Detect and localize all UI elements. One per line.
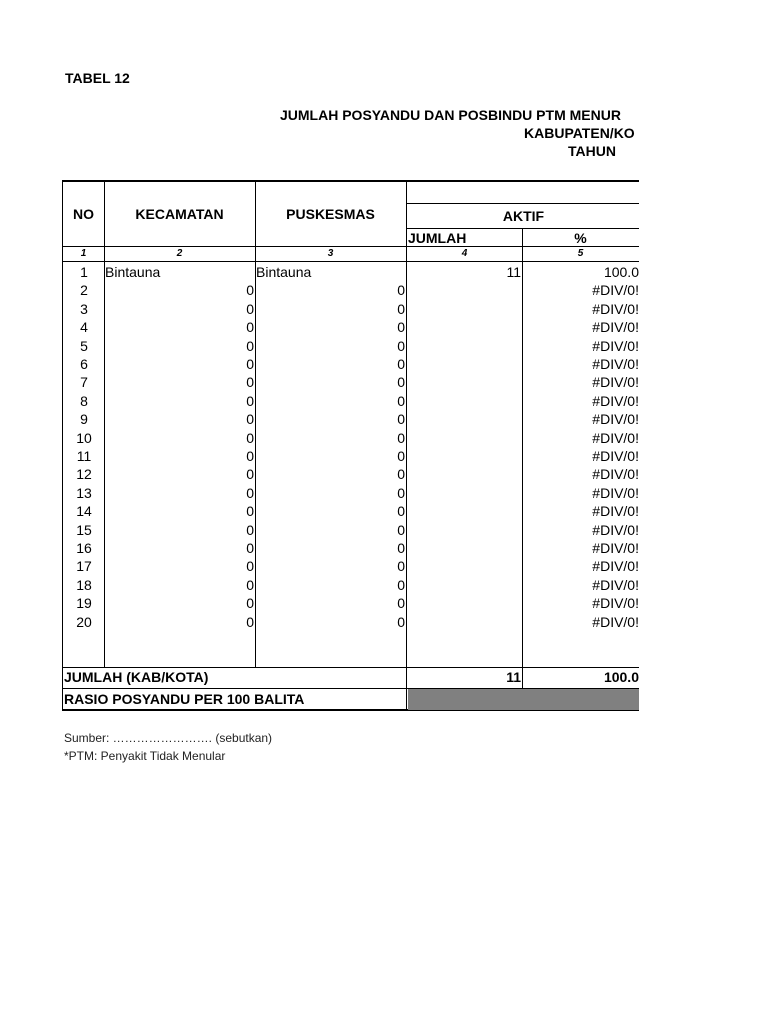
row-no: 4: [80, 319, 88, 335]
row-no: 3: [80, 301, 88, 317]
row-jumlah: [408, 318, 521, 336]
row-kecamatan: 0: [246, 485, 254, 501]
row-persen: #DIV/0!: [592, 374, 639, 390]
divider-jumlah: [522, 228, 523, 689]
row-jumlah: [408, 613, 521, 631]
row-puskesmas: 0: [397, 356, 405, 372]
row-persen: #DIV/0!: [592, 522, 639, 538]
colnum-4: 4: [461, 248, 468, 259]
row-persen: #DIV/0!: [592, 411, 639, 427]
row-jumlah: [408, 429, 521, 447]
colnum-2: 2: [176, 248, 183, 259]
row-persen: #DIV/0!: [592, 282, 639, 298]
row-puskesmas: 0: [397, 301, 405, 317]
row-puskesmas: 0: [397, 540, 405, 556]
row-no: 8: [80, 393, 88, 409]
header-kecamatan: KECAMATAN: [135, 206, 224, 222]
row-no: 14: [76, 503, 92, 519]
row-no: 17: [76, 558, 92, 574]
row-kecamatan: 0: [246, 393, 254, 409]
row-kecamatan: 0: [246, 282, 254, 298]
row-no: 15: [76, 522, 92, 538]
row-kecamatan: 0: [246, 411, 254, 427]
row-puskesmas: 0: [397, 485, 405, 501]
colnum-bottom-border: [62, 261, 639, 262]
row-persen: #DIV/0!: [592, 485, 639, 501]
body-bottom-border: [62, 667, 639, 668]
row-persen: #DIV/0!: [592, 540, 639, 556]
row-persen: #DIV/0!: [592, 301, 639, 317]
total-label: JUMLAH (KAB/KOTA): [64, 669, 209, 685]
row-no: 10: [76, 430, 92, 446]
row-no: 19: [76, 595, 92, 611]
row-puskesmas: 0: [397, 448, 405, 464]
row-puskesmas: 0: [397, 338, 405, 354]
row-kecamatan: 0: [246, 595, 254, 611]
row-kecamatan: 0: [246, 503, 254, 519]
row-persen: #DIV/0!: [592, 338, 639, 354]
row-persen: #DIV/0!: [592, 558, 639, 574]
row-jumlah: [408, 392, 521, 410]
row-no: 20: [76, 614, 92, 630]
header-bottom-border: [62, 246, 639, 247]
row-persen: #DIV/0!: [592, 503, 639, 519]
row-puskesmas: Bintauna: [256, 264, 312, 280]
row-puskesmas: 0: [397, 577, 405, 593]
ratio-label: RASIO POSYANDU PER 100 BALITA: [64, 691, 305, 707]
row-kecamatan: 0: [246, 614, 254, 630]
row-jumlah: [408, 521, 521, 539]
row-puskesmas: 0: [397, 614, 405, 630]
row-no: 18: [76, 577, 92, 593]
row-kecamatan: 0: [246, 374, 254, 390]
row-no: 16: [76, 540, 92, 556]
row-puskesmas: 0: [397, 282, 405, 298]
header-no: NO: [73, 206, 94, 222]
row-no: 1: [80, 264, 88, 280]
row-puskesmas: 0: [397, 374, 405, 390]
row-jumlah: [408, 337, 521, 355]
row-jumlah: [408, 355, 521, 373]
row-puskesmas: 0: [397, 522, 405, 538]
row-no: 2: [80, 282, 88, 298]
row-kecamatan: Bintauna: [105, 264, 161, 280]
row-puskesmas: 0: [397, 558, 405, 574]
row-no: 11: [76, 448, 92, 464]
row-jumlah: 11: [506, 264, 521, 280]
colnum-1: 1: [80, 248, 87, 259]
row-jumlah: [408, 502, 521, 520]
divider-puskesmas: [406, 180, 407, 710]
row-puskesmas: 0: [397, 411, 405, 427]
row-jumlah: [408, 281, 521, 299]
row-kecamatan: 0: [246, 540, 254, 556]
ratio-value-cell: [408, 689, 639, 710]
source-note: Sumber: ……………………. (sebutkan): [64, 731, 273, 745]
row-puskesmas: 0: [397, 393, 405, 409]
row-jumlah: [408, 484, 521, 502]
row-kecamatan: 0: [246, 577, 254, 593]
table-top-border: [62, 180, 639, 182]
row-no: 5: [80, 338, 88, 354]
row-puskesmas: 0: [397, 466, 405, 482]
row-kecamatan: 0: [246, 522, 254, 538]
header-aktif: AKTIF: [502, 208, 545, 224]
table-label: TABEL 12: [65, 70, 130, 86]
row-persen: #DIV/0!: [592, 393, 639, 409]
row-persen: #DIV/0!: [592, 448, 639, 464]
colnum-3: 3: [327, 248, 334, 259]
title-line-2: KABUPATEN/KO: [524, 125, 635, 141]
row-kecamatan: 0: [246, 356, 254, 372]
title-line-1: JUMLAH POSYANDU DAN POSBINDU PTM MENUR: [280, 107, 621, 123]
row-jumlah: [408, 465, 521, 483]
row-puskesmas: 0: [397, 503, 405, 519]
row-persen: #DIV/0!: [592, 356, 639, 372]
row-kecamatan: 0: [246, 319, 254, 335]
row-puskesmas: 0: [397, 319, 405, 335]
header-jumlah: JUMLAH: [408, 230, 467, 246]
row-jumlah: [408, 373, 521, 391]
row-puskesmas: 0: [397, 595, 405, 611]
colnum-5: 5: [577, 248, 584, 259]
header-persen: %: [574, 230, 587, 246]
aktif-top-border: [407, 203, 639, 204]
row-persen: #DIV/0!: [592, 614, 639, 630]
row-puskesmas: 0: [397, 430, 405, 446]
row-jumlah: [408, 594, 521, 612]
row-no: 13: [76, 485, 92, 501]
row-jumlah: [408, 300, 521, 318]
row-kecamatan: 0: [246, 558, 254, 574]
row-persen: #DIV/0!: [592, 577, 639, 593]
row-persen: #DIV/0!: [592, 430, 639, 446]
total-jumlah: 11: [506, 669, 521, 685]
row-kecamatan: 0: [246, 430, 254, 446]
row-no: 6: [80, 356, 88, 372]
row-kecamatan: 0: [246, 338, 254, 354]
row-persen: 100.0: [603, 264, 639, 280]
row-persen: #DIV/0!: [592, 466, 639, 482]
row-kecamatan: 0: [246, 448, 254, 464]
row-no: 12: [76, 466, 92, 482]
row-no: 7: [80, 374, 88, 390]
row-kecamatan: 0: [246, 301, 254, 317]
row-jumlah: [408, 539, 521, 557]
row-persen: #DIV/0!: [592, 319, 639, 335]
row-no: 9: [80, 411, 88, 427]
header-puskesmas: PUSKESMAS: [286, 206, 375, 222]
ptm-note: *PTM: Penyakit Tidak Menular: [64, 749, 226, 763]
total-persen: 100.0: [603, 669, 639, 685]
row-persen: #DIV/0!: [592, 595, 639, 611]
row-jumlah: [408, 410, 521, 428]
row-kecamatan: 0: [246, 466, 254, 482]
title-line-3: TAHUN: [568, 143, 616, 159]
row-jumlah: [408, 447, 521, 465]
row-jumlah: [408, 557, 521, 575]
aktif-bottom-border: [407, 228, 639, 229]
row-jumlah: [408, 576, 521, 594]
